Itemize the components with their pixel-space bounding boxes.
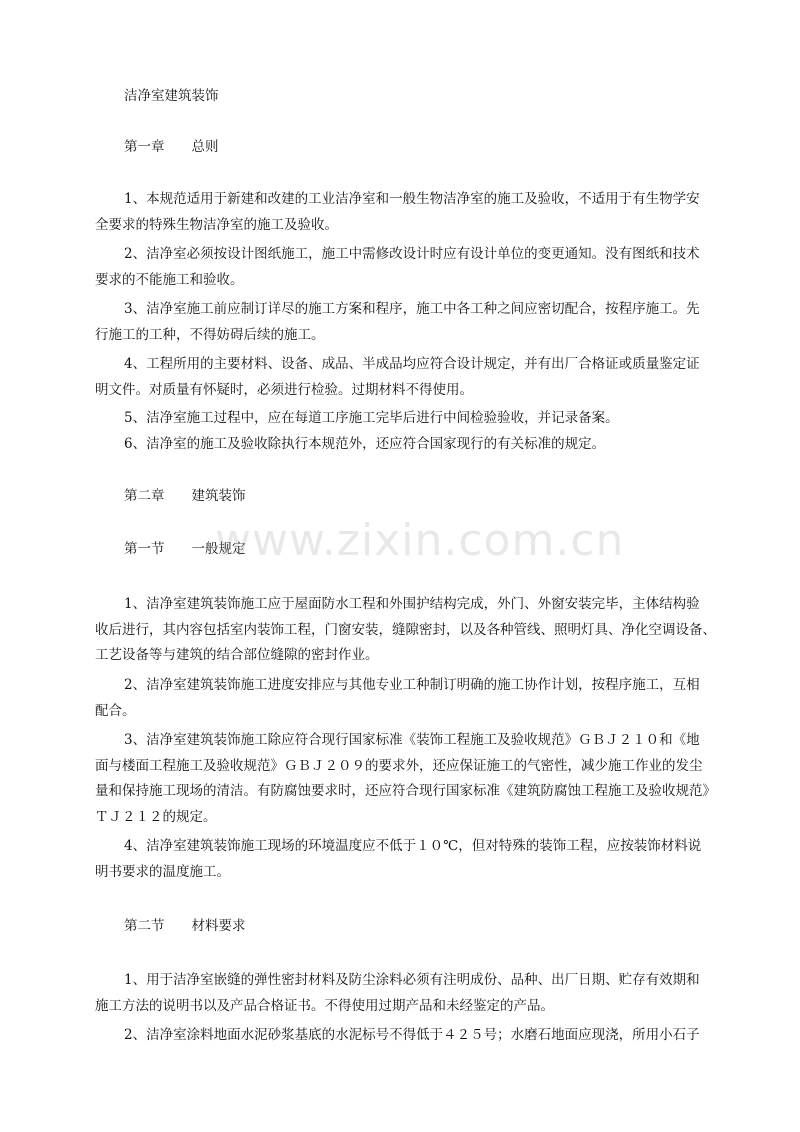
section-1-item-1-line-3: 工艺设备等与建筑的结合部位缝隙的密封作业。 [95, 647, 379, 663]
chapter-2-heading: 第二章 建筑装饰 [124, 488, 246, 504]
chapter-1-item-2-line-2: 要求的不能施工和验收。 [95, 272, 244, 288]
section-1-item-3-line-3: 量和保持施工现场的清洁。有防腐蚀要求时，还应符合现行国家标准《建筑防腐蚀工程施工及验收规范》 [95, 783, 716, 799]
section-1-item-3-line-1: 3、洁净室建筑装饰施工除应符合现行国家标准《装饰工程施工及验收规范》ＧＢＪ２１０和《地 [124, 732, 700, 748]
chapter-1-item-4-line-2: 明文件。对质量有怀疑时，必须进行检验。过期材料不得使用。 [95, 382, 473, 398]
section-1-item-3-line-4: ＴＪ２１２的规定。 [95, 809, 217, 825]
chapter-1-item-1-line-1: 1、本规范适用于新建和改建的工业洁净室和一般生物洁净室的施工及验收，不适用于有生物学安 [124, 191, 700, 207]
section-2-item-1-line-2: 施工方法的说明书以及产品合格证书。不得使用过期产品和未经鉴定的产品。 [95, 998, 554, 1014]
chapter-1-item-6: 6、洁净室的施工及验收除执行本规范外，还应符合国家现行的有关标准的规定。 [124, 436, 606, 452]
document-title: 洁净室建筑装饰 [124, 88, 219, 104]
section-2-item-1-line-1: 1、用于洁净室嵌缝的弹性密封材料及防尘涂料必须有注明成份、品种、出厂日期、贮存有效期和 [124, 972, 700, 988]
section-1-heading: 第一节 一般规定 [124, 541, 246, 557]
chapter-1-item-1-line-2: 全要求的特殊生物洁净室的施工及验收。 [95, 217, 338, 233]
section-1-item-2-line-1: 2、洁净室建筑装饰施工进度安排应与其他专业工种制订明确的施工协作计划，按程序施工，互相 [124, 677, 700, 693]
chapter-1-item-4-line-1: 4、工程所用的主要材料、设备、成品、半成品均应符合设计规定，并有出厂合格证或质量鉴定证 [124, 356, 700, 372]
chapter-1-item-2-line-1: 2、洁净室必须按设计图纸施工，施工中需修改设计时应有设计单位的变更通知。没有图纸和技术 [124, 246, 700, 262]
section-1-item-4-line-2: 明书要求的温度施工。 [95, 864, 230, 880]
section-1-item-1-line-1: 1、洁净室建筑装饰施工应于屋面防水工程和外围护结构完成，外门、外窗安装完毕，主体结构验 [124, 596, 700, 612]
section-1-item-1-line-2: 收后进行，其内容包括室内装饰工程，门窗安装，缝隙密封，以及各种管线、照明灯具、净化空调设备、 [95, 622, 716, 638]
section-1-item-2-line-2: 配合。 [95, 703, 136, 719]
section-1-item-4-line-1: 4、洁净室建筑装饰施工现场的环境温度应不低于１０℃，但对特殊的装饰工程，应按装饰材料说 [124, 838, 702, 854]
section-2-item-2-line-1: 2、洁净室涂料地面水泥砂浆基底的水泥标号不得低于４２５号；水磨石地面应现浇，所用小石子 [124, 1027, 700, 1043]
watermark-text: www.zixin.com.cn [215, 515, 625, 566]
section-2-heading: 第二节 材料要求 [124, 918, 246, 934]
chapter-1-item-3-line-1: 3、洁净室施工前应制订详尽的施工方案和程序，施工中各工种之间应密切配合，按程序施工。先 [124, 301, 700, 317]
chapter-1-item-5: 5、洁净室施工过程中，应在每道工序施工完毕后进行中间检验验收，并记录备案。 [124, 410, 619, 426]
chapter-1-item-3-line-2: 行施工的工种，不得妨碍后续的施工。 [95, 327, 325, 343]
section-1-item-3-line-2: 面与楼面工程施工及验收规范》ＧＢＪ２０９的要求外，还应保证施工的气密性，减少施工作业的发尘 [95, 758, 703, 774]
chapter-1-heading: 第一章 总则 [124, 139, 219, 155]
